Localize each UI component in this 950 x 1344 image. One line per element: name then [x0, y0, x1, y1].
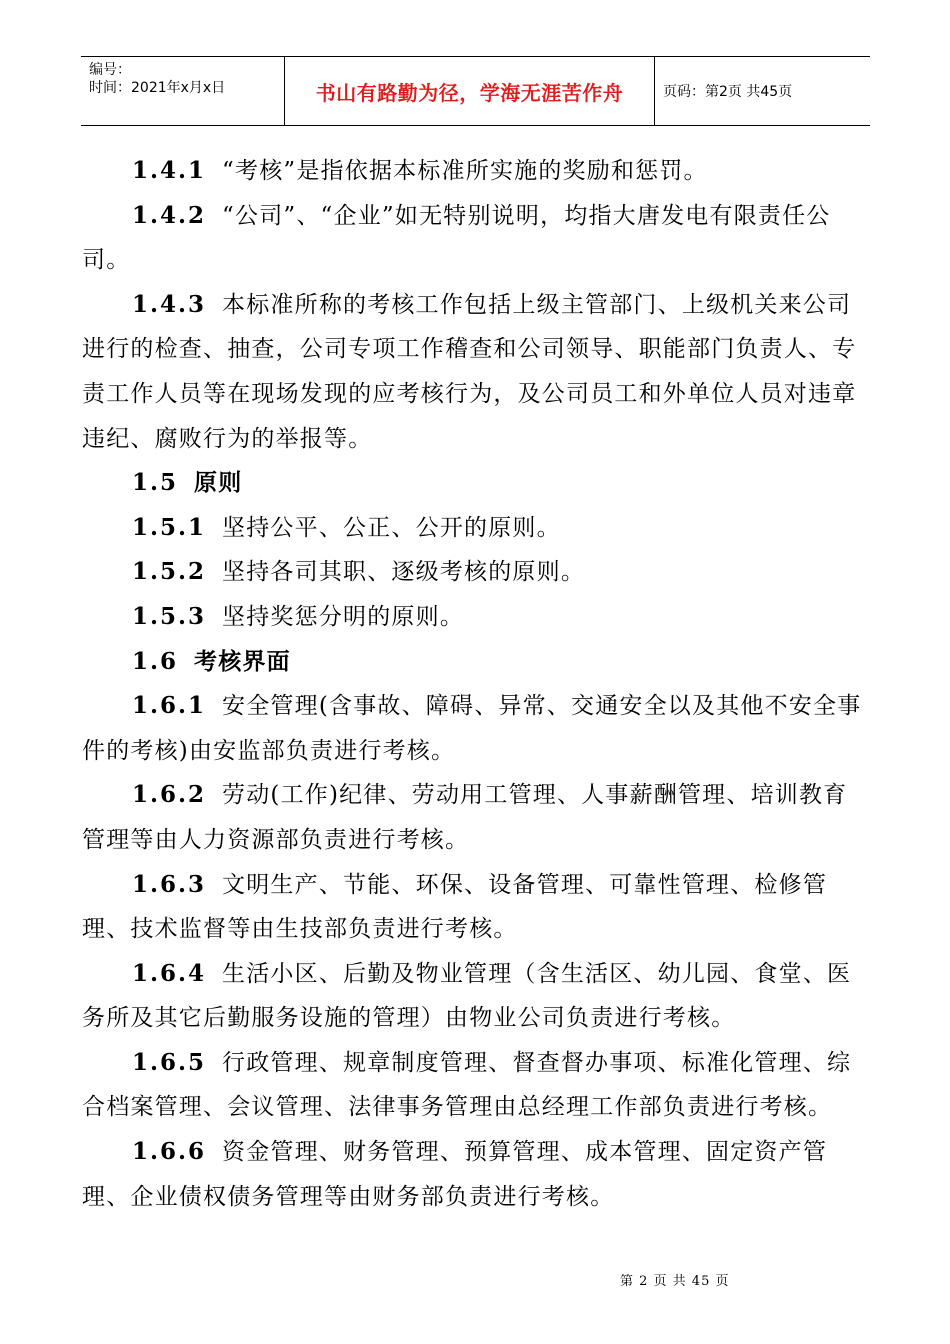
clause-number: 1.5.3: [132, 602, 207, 630]
clause-number: 1.6.5: [132, 1048, 207, 1076]
clause-text: 行政管理、规章制度管理、督查督办事项、标准化管理、综合档案管理、会议管理、法律事务管理由总经理工作部负责进行考核。: [82, 1049, 852, 1121]
clause-text: 坚持公平、公正、公开的原则。: [222, 514, 561, 541]
clause-text: 资金管理、财务管理、预算管理、成本管理、固定资产管理、企业债权债务管理等由财务部负责进行考核。: [82, 1139, 828, 1210]
clause-number: 1.6.3: [132, 870, 207, 898]
clause-number: 1.6.4: [132, 959, 207, 987]
page-footer: 第 2 页 共 45 页: [620, 1274, 730, 1289]
clause-1-5-1: [82, 506, 870, 551]
section-title: 原则: [194, 469, 243, 497]
clause-1-6-4: [82, 952, 870, 1041]
clause-1-6-2: [82, 773, 870, 862]
header-page-info: 页码：第2页 共45页: [663, 84, 793, 100]
section-heading-1-5: [82, 461, 870, 506]
clause-1-5-3: [82, 595, 870, 640]
clause-text: 安全管理(含事故、障碍、异常、交通安全以及其他不安全事件的考核)由安监部负责进行考核。: [82, 693, 862, 764]
clause-text: 劳动(工作)纪律、劳动用工管理、人事薪酬管理、培训教育管理等由人力资源部负责进行考核。: [82, 782, 848, 853]
section-title: 考核界面: [194, 647, 291, 675]
document-header: [81, 56, 870, 126]
clause-number: 1.5.1: [132, 513, 207, 541]
clause-text: 坚持奖惩分明的原则。: [222, 603, 465, 630]
section-number: 1.6: [132, 647, 179, 675]
serial-label: 编号：: [89, 62, 131, 78]
clause-1-6-3: [82, 863, 870, 952]
section-heading-1-6: [82, 640, 870, 685]
section-number: 1.5: [132, 469, 179, 497]
clause-1-6-5: [82, 1041, 870, 1130]
clause-text: “公司”、“企业”如无特别说明，均指大唐发电有限责任公司。: [82, 202, 831, 274]
clause-number: 1.6.1: [132, 692, 207, 720]
date-line: 时间：2021年x月x日: [89, 80, 226, 96]
clause-1-4-2: [82, 194, 870, 283]
clause-1-4-3: [82, 283, 870, 461]
clause-number: 1.4.3: [132, 290, 207, 318]
clause-text: 生活小区、后勤及物业管理（含生活区、幼儿园、食堂、医务所及其它后勤服务设施的管理）由物业公司负责进行考核。: [82, 960, 852, 1032]
clause-1-6-1: [82, 684, 870, 773]
clause-number: 1.6.2: [132, 781, 207, 809]
header-motto: 书山有路勤为径，学海无涯苦作舟: [284, 57, 655, 125]
clause-number: 1.6.6: [132, 1138, 207, 1166]
clause-1-5-2: [82, 550, 870, 595]
clause-text: 坚持各司其职、逐级考核的原则。: [222, 559, 586, 586]
clause-text: 本标准所称的考核工作包括上级主管部门、上级机关来公司进行的检查、抽查，公司专项工作稽查和公司领导、职能部门负责人、专责工作人员等在现场发现的应考核行为，及公司员工和外单位人员对违章违纪、腐败行为的举报等。: [82, 291, 857, 452]
clause-number: 1.5.2: [132, 558, 207, 586]
clause-text: “考核”是指依据本标准所实施的奖励和惩罚。: [222, 158, 708, 184]
clause-number: 1.4.1: [132, 157, 207, 184]
clause-text: 文明生产、节能、环保、设备管理、可靠性管理、检修管理、技术监督等由生技部负责进行考核。: [82, 871, 828, 943]
clause-number: 1.4.2: [132, 201, 207, 229]
clause-1-6-6: [82, 1130, 870, 1219]
document-body: [82, 149, 870, 1219]
header-meta: [81, 57, 284, 125]
clause-1-4-1: [82, 149, 870, 194]
